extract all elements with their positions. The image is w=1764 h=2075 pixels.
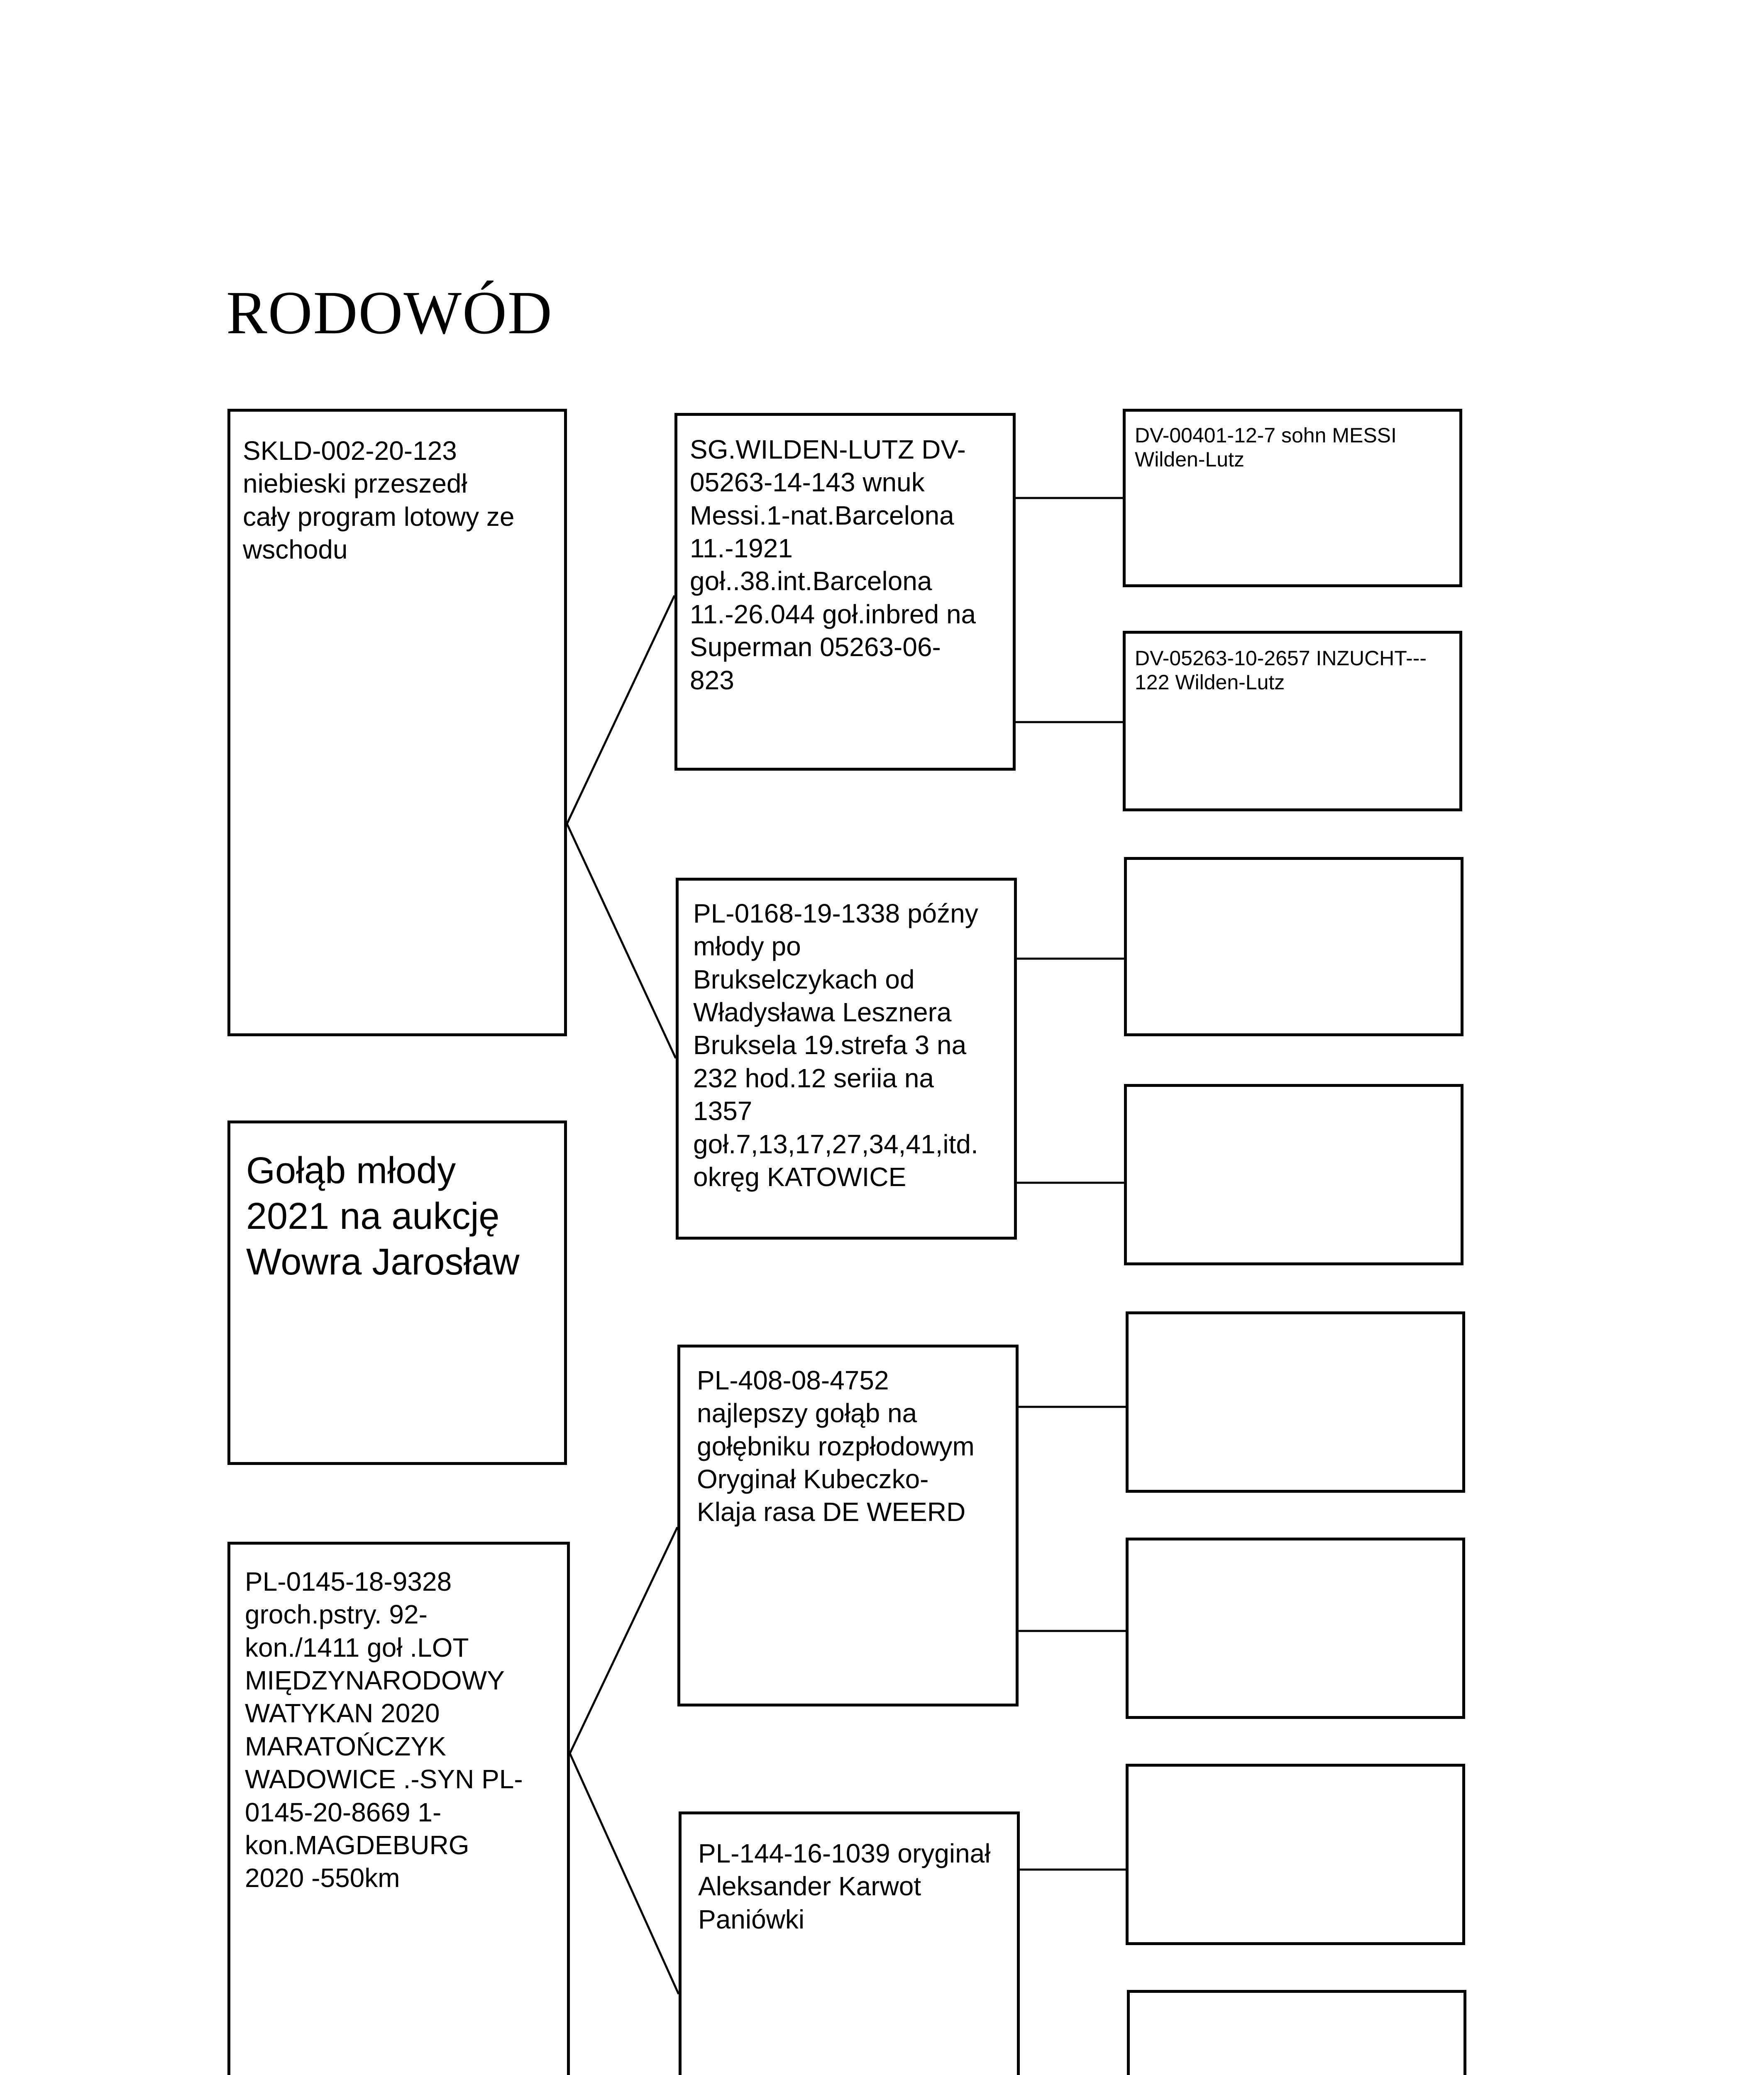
connector-dam-damsire [570, 1527, 677, 1753]
sire2-text: PL-0168-19-1338 późny młody po Brukselczykach od Władysława Lesznera Bruksela 19.strefa 3 na 232 hod.12 seriia na 1357 goł.7,13,17,27,34,41,itd. okręg KATOWICE [693, 898, 978, 1192]
connector-bird-sire2 [567, 824, 676, 1058]
connector-bird-sire [567, 596, 674, 824]
sire-sire-text: DV-00401-12-7 sohn MESSI Wilden-Lutz [1135, 424, 1397, 471]
note-text: Gołąb młody 2021 na aukcję Wowra Jarosław [246, 1150, 520, 1283]
dam-sire-text: PL-408-08-4752 najlepszy gołąb na gołębniku rozpłodowym Oryginał Kubeczko- Klaja rasa DE WEERD [697, 1365, 975, 1527]
dam-text: PL-0145-18-9328 groch.pstry. 92- kon./1411 goł .LOT MIĘDZYNARODOWY WATYKAN 2020 MARATOŃCZYK WADOWICE .-SYN PL- 0145-20-8669 1- kon.MAGDEBURG 2020 -550km [245, 1567, 523, 1893]
page-title: RODOWÓD [226, 279, 553, 347]
sire-dam-text: DV-05263-10-2657 INZUCHT--- 122 Wilden-Lutz [1135, 647, 1427, 694]
connector-dam-damdam [570, 1753, 679, 1994]
sire-text: SG.WILDEN-LUTZ DV- 05263-14-143 wnuk Messi.1-nat.Barcelona 11.-1921 goł..38.int.Barcelona 11.-26.044 goł.inbred na Superman 05263-06- 823 [690, 435, 976, 695]
bird-description: niebieski przeszedł cały program lotowy ze wschodu [243, 469, 515, 565]
bird-ring: SKLD-002-20-123 [243, 436, 457, 466]
dam-dam-text: PL-144-16-1039 oryginał Aleksander Karwot Paniówki [698, 1838, 991, 1934]
